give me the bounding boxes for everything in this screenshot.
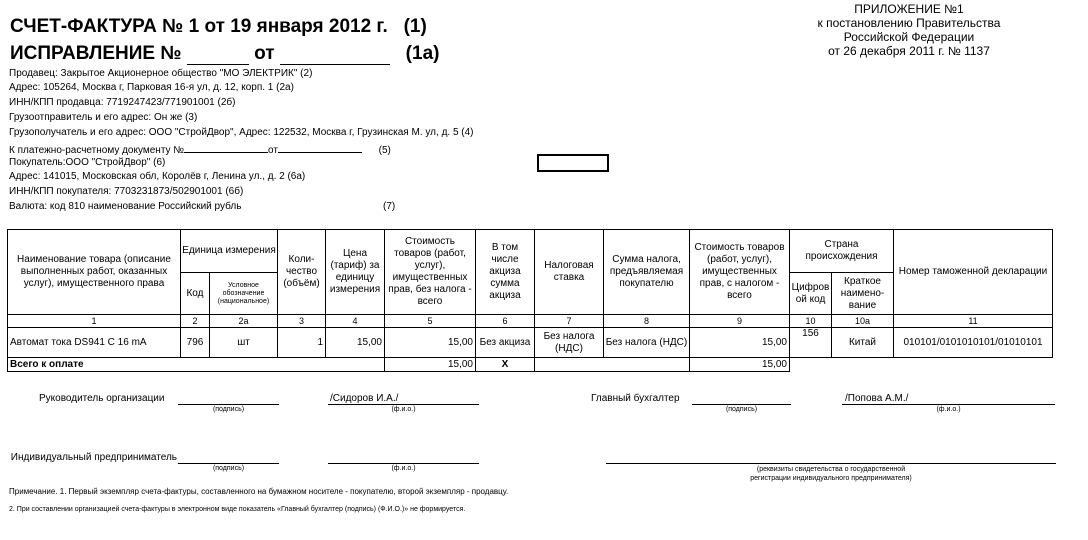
th-country-name: Краткое наимено-вание bbox=[832, 273, 894, 315]
correction-from: от bbox=[254, 43, 275, 64]
total-excise-mark: X bbox=[476, 358, 535, 372]
consignee-line: Грузополучатель и его адрес: ООО "СтройДвор", Адрес: 122532, Москва г, Грузинская М. ул, д. 5 (4) bbox=[9, 127, 474, 138]
th-country-code: Цифров ой код bbox=[790, 273, 832, 315]
currency-line: Валюта: код 810 наименование Российский рубль bbox=[9, 201, 242, 212]
requisites-caption-1: (реквизиты свидетельства о государственной bbox=[756, 466, 906, 473]
director-fio-line bbox=[328, 404, 479, 405]
director-name: /Сидоров И.А./ bbox=[330, 393, 399, 404]
col-num: 11 bbox=[894, 315, 1053, 328]
cell-name: Автомат тока DS941 C 16 mA bbox=[8, 328, 181, 358]
th-unit: Единица измерения bbox=[181, 230, 278, 273]
cell-tax-amount: Без налога (НДС) bbox=[604, 328, 690, 358]
total-empty bbox=[535, 358, 690, 372]
total-cost-no-tax: 15,00 bbox=[385, 358, 476, 372]
th-unit-code: Код bbox=[181, 273, 210, 315]
payment-doc-label: К платежно-расчетному документу № bbox=[9, 145, 185, 156]
cell-unit-code: 796 bbox=[181, 328, 210, 358]
col-num: 5 bbox=[385, 315, 476, 328]
correction-title bbox=[10, 43, 439, 65]
buyer-line: Покупатель:ООО "СтройДвор" (6) bbox=[9, 157, 166, 168]
seller-inn-line: ИНН/КПП продавца: 7719247423/771901001 (2б) bbox=[9, 97, 236, 108]
payment-doc-line bbox=[9, 142, 391, 156]
invoice-title-text: СЧЕТ-ФАКТУРА № 1 от 19 января 2012 г. bbox=[10, 16, 388, 37]
payment-doc-from: от bbox=[268, 145, 278, 156]
cell-cost-no-tax: 15,00 bbox=[385, 328, 476, 358]
payment-doc-number-blank bbox=[184, 142, 268, 153]
column-numbers-row bbox=[8, 315, 1053, 328]
col-num: 1 bbox=[8, 315, 181, 328]
cell-cost-with-tax: 15,00 bbox=[690, 328, 790, 358]
cell-customs: 010101/0101010101/01010101 bbox=[894, 328, 1053, 358]
col-num: 3 bbox=[278, 315, 326, 328]
accountant-fio-caption: (ф.и.о.) bbox=[936, 406, 961, 413]
cell-tax-rate: Без налога (НДС) bbox=[535, 328, 604, 358]
shipper-line: Грузоотправитель и его адрес: Он же (3) bbox=[9, 112, 198, 123]
buyer-address-line: Адрес: 141015, Московская обл, Королёв г, Ленина ул., д. 2 (6а) bbox=[9, 171, 306, 182]
col-num: 4 bbox=[326, 315, 385, 328]
accountant-sign-caption: (подпись) bbox=[725, 406, 758, 413]
currency-code: (7) bbox=[383, 201, 396, 212]
accountant-sign-line bbox=[692, 404, 791, 405]
requisites-caption bbox=[606, 465, 1056, 483]
col-num: 6 bbox=[476, 315, 535, 328]
invoice-title-code: (1) bbox=[403, 16, 427, 37]
col-num: 7 bbox=[535, 315, 604, 328]
entrepreneur-fio-line bbox=[328, 463, 479, 464]
cell-country-name: Китай bbox=[832, 328, 894, 358]
director-sign-caption: (подпись) bbox=[212, 406, 245, 413]
invoice-title bbox=[10, 16, 427, 38]
accountant-name: /Попова А.М./ bbox=[845, 393, 909, 404]
correction-code: (1а) bbox=[405, 43, 440, 64]
th-unit-symbol: Условное обозначение (национальное) bbox=[210, 273, 278, 315]
entrepreneur-fio-caption: (ф.и.о.) bbox=[391, 465, 416, 472]
col-num: 8 bbox=[604, 315, 690, 328]
accountant-label: Главный бухгалтер bbox=[591, 393, 680, 404]
requisites-caption-2: регистрации индивидуального предпринимателя) bbox=[750, 475, 912, 482]
requisites-line bbox=[606, 463, 1056, 464]
table-row bbox=[8, 328, 1053, 358]
correction-label: ИСПРАВЛЕНИЕ № bbox=[10, 43, 182, 64]
seller-line: Продавец: Закрытое Акционерное общество "МО ЭЛЕКТРИК" (2) bbox=[9, 68, 313, 79]
cell-excise: Без акциза bbox=[476, 328, 535, 358]
th-name: Наименование товара (описание выполненных работ, оказанных услуг), имущественного права bbox=[8, 230, 181, 315]
director-sign-line bbox=[178, 404, 279, 405]
director-label: Руководитель организации bbox=[39, 393, 165, 404]
accountant-fio-line bbox=[842, 404, 1055, 405]
entrepreneur-label: Индивидуальный предприниматель bbox=[10, 452, 177, 463]
invoice-table bbox=[7, 229, 1053, 372]
blank-box bbox=[537, 154, 609, 172]
col-num: 2а bbox=[210, 315, 278, 328]
appendix-line2: к постановлению Правительства bbox=[817, 16, 1001, 30]
th-country: Страна происхождения bbox=[790, 230, 894, 273]
th-cost-no-tax: Стоимость товаров (работ, услуг), имущественных прав, без налога - всего bbox=[385, 230, 476, 315]
correction-date-blank bbox=[280, 46, 390, 65]
appendix-line3: Российской Федерации bbox=[843, 30, 975, 44]
appendix-line1: ПРИЛОЖЕНИЕ №1 bbox=[854, 2, 964, 16]
th-price: Цена (тариф) за единицу измерения bbox=[326, 230, 385, 315]
entrepreneur-sign-caption: (подпись) bbox=[212, 465, 245, 472]
th-excise: В том числе акциза сумма акциза bbox=[476, 230, 535, 315]
cell-unit-symbol: шт bbox=[210, 328, 278, 358]
payment-doc-code: (5) bbox=[378, 145, 391, 156]
th-tax-amount: Сумма налога, предъявляемая покупателю bbox=[604, 230, 690, 315]
correction-number-blank bbox=[187, 46, 249, 65]
col-num: 2 bbox=[181, 315, 210, 328]
total-label: Всего к оплате bbox=[8, 358, 385, 372]
cell-price: 15,00 bbox=[326, 328, 385, 358]
note-1: Примечание. 1. Первый экземпляр счета-фактуры, составленного на бумажном носителе - покупателю, второй экземпляр - продавцу. bbox=[9, 487, 509, 496]
cell-country-code: 156 bbox=[790, 328, 832, 358]
th-qty: Коли-чество (объём) bbox=[278, 230, 326, 315]
appendix-block bbox=[794, 2, 1024, 58]
header-row-1 bbox=[8, 230, 1053, 273]
director-fio-caption: (ф.и.о.) bbox=[391, 406, 416, 413]
th-customs: Номер таможенной декларации bbox=[894, 230, 1053, 315]
note-2: 2. При составлении организацией счета-фактуры в электронном виде показатель «Главный бухгалтер (подпись) (Ф.И.О.)» не формируется. bbox=[9, 506, 466, 513]
entrepreneur-sign-line bbox=[178, 463, 279, 464]
total-blank bbox=[790, 358, 1053, 372]
th-cost-with-tax: Стоимость товаров (работ, услуг), имущественных прав, с налогом - всего bbox=[690, 230, 790, 315]
buyer-inn-line: ИНН/КПП покупателя: 7703231873/502901001 (6б) bbox=[9, 186, 244, 197]
seller-address-line: Адрес: 105264, Москва г, Парковая 16-я ул, д. 12, корп. 1 (2а) bbox=[9, 82, 294, 93]
col-num: 10а bbox=[832, 315, 894, 328]
th-tax-rate: Налоговая ставка bbox=[535, 230, 604, 315]
total-row bbox=[8, 358, 1053, 372]
payment-doc-date-blank bbox=[278, 142, 362, 153]
col-num: 9 bbox=[690, 315, 790, 328]
cell-qty: 1 bbox=[278, 328, 326, 358]
col-num: 10 bbox=[790, 315, 832, 328]
total-cost-with-tax: 15,00 bbox=[690, 358, 790, 372]
appendix-line4: от 26 декабря 2011 г. № 1137 bbox=[828, 44, 990, 58]
